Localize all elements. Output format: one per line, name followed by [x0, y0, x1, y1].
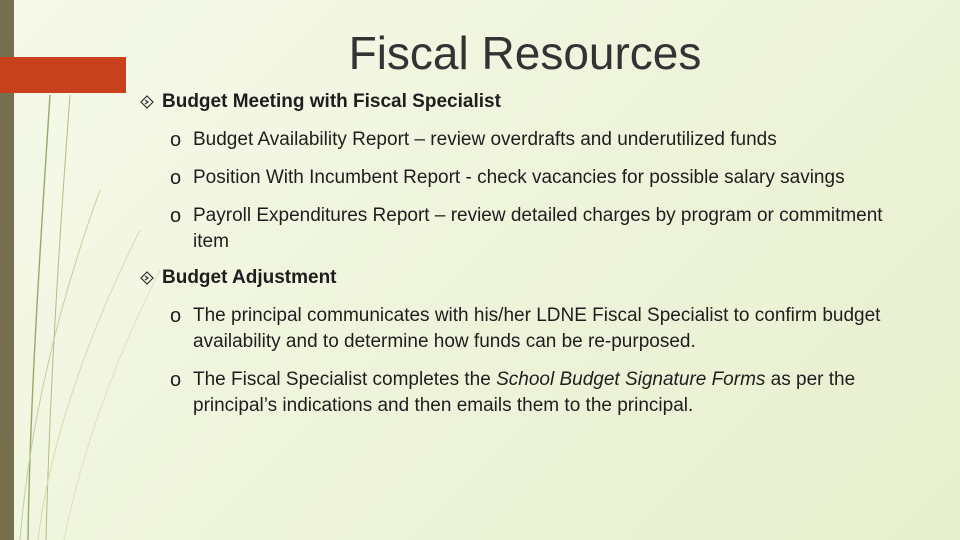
list-item-text: Budget Availability Report – review overdrafts and underutilized funds: [193, 129, 777, 150]
circle-bullet: o: [170, 129, 182, 151]
slide-content: [140, 89, 885, 419]
circle-bullet: o: [170, 369, 182, 391]
list-item-text: [193, 367, 885, 419]
circle-bullet: o: [170, 305, 182, 327]
section-heading: Budget Adjustment: [162, 267, 337, 288]
diamond-arrow-icon: [140, 89, 162, 115]
list-item-text: Payroll Expenditures Report – review detailed charges by program or commitment item: [193, 205, 883, 252]
list-item: [170, 303, 885, 355]
list-item: [170, 203, 885, 255]
circle-bullet: o: [170, 205, 182, 227]
list-item: [170, 127, 885, 153]
list-item-text-part: The Fiscal Specialist completes the: [193, 369, 497, 390]
diamond-arrow-icon: [140, 265, 162, 291]
slide-title: Fiscal Resources: [348, 27, 702, 79]
circle-bullet: o: [170, 167, 182, 189]
list-item-text: The principal communicates with his/her LDNE Fiscal Specialist to confirm budget availability and to determine how funds can be re-purposed.: [193, 305, 881, 352]
list-item: [170, 165, 885, 191]
list-item-text-part: as per the principal’s indications and then emails them to the principal.: [193, 369, 856, 416]
section-heading-row: [140, 89, 885, 115]
section-heading: Budget Meeting with Fiscal Specialist: [162, 91, 501, 112]
list-item-text: Position With Incumbent Report - check vacancies for possible salary savings: [193, 167, 845, 188]
form-name: School Budget Signature Forms: [496, 369, 766, 390]
section-heading-row: [140, 265, 885, 291]
list-item: [170, 367, 885, 419]
